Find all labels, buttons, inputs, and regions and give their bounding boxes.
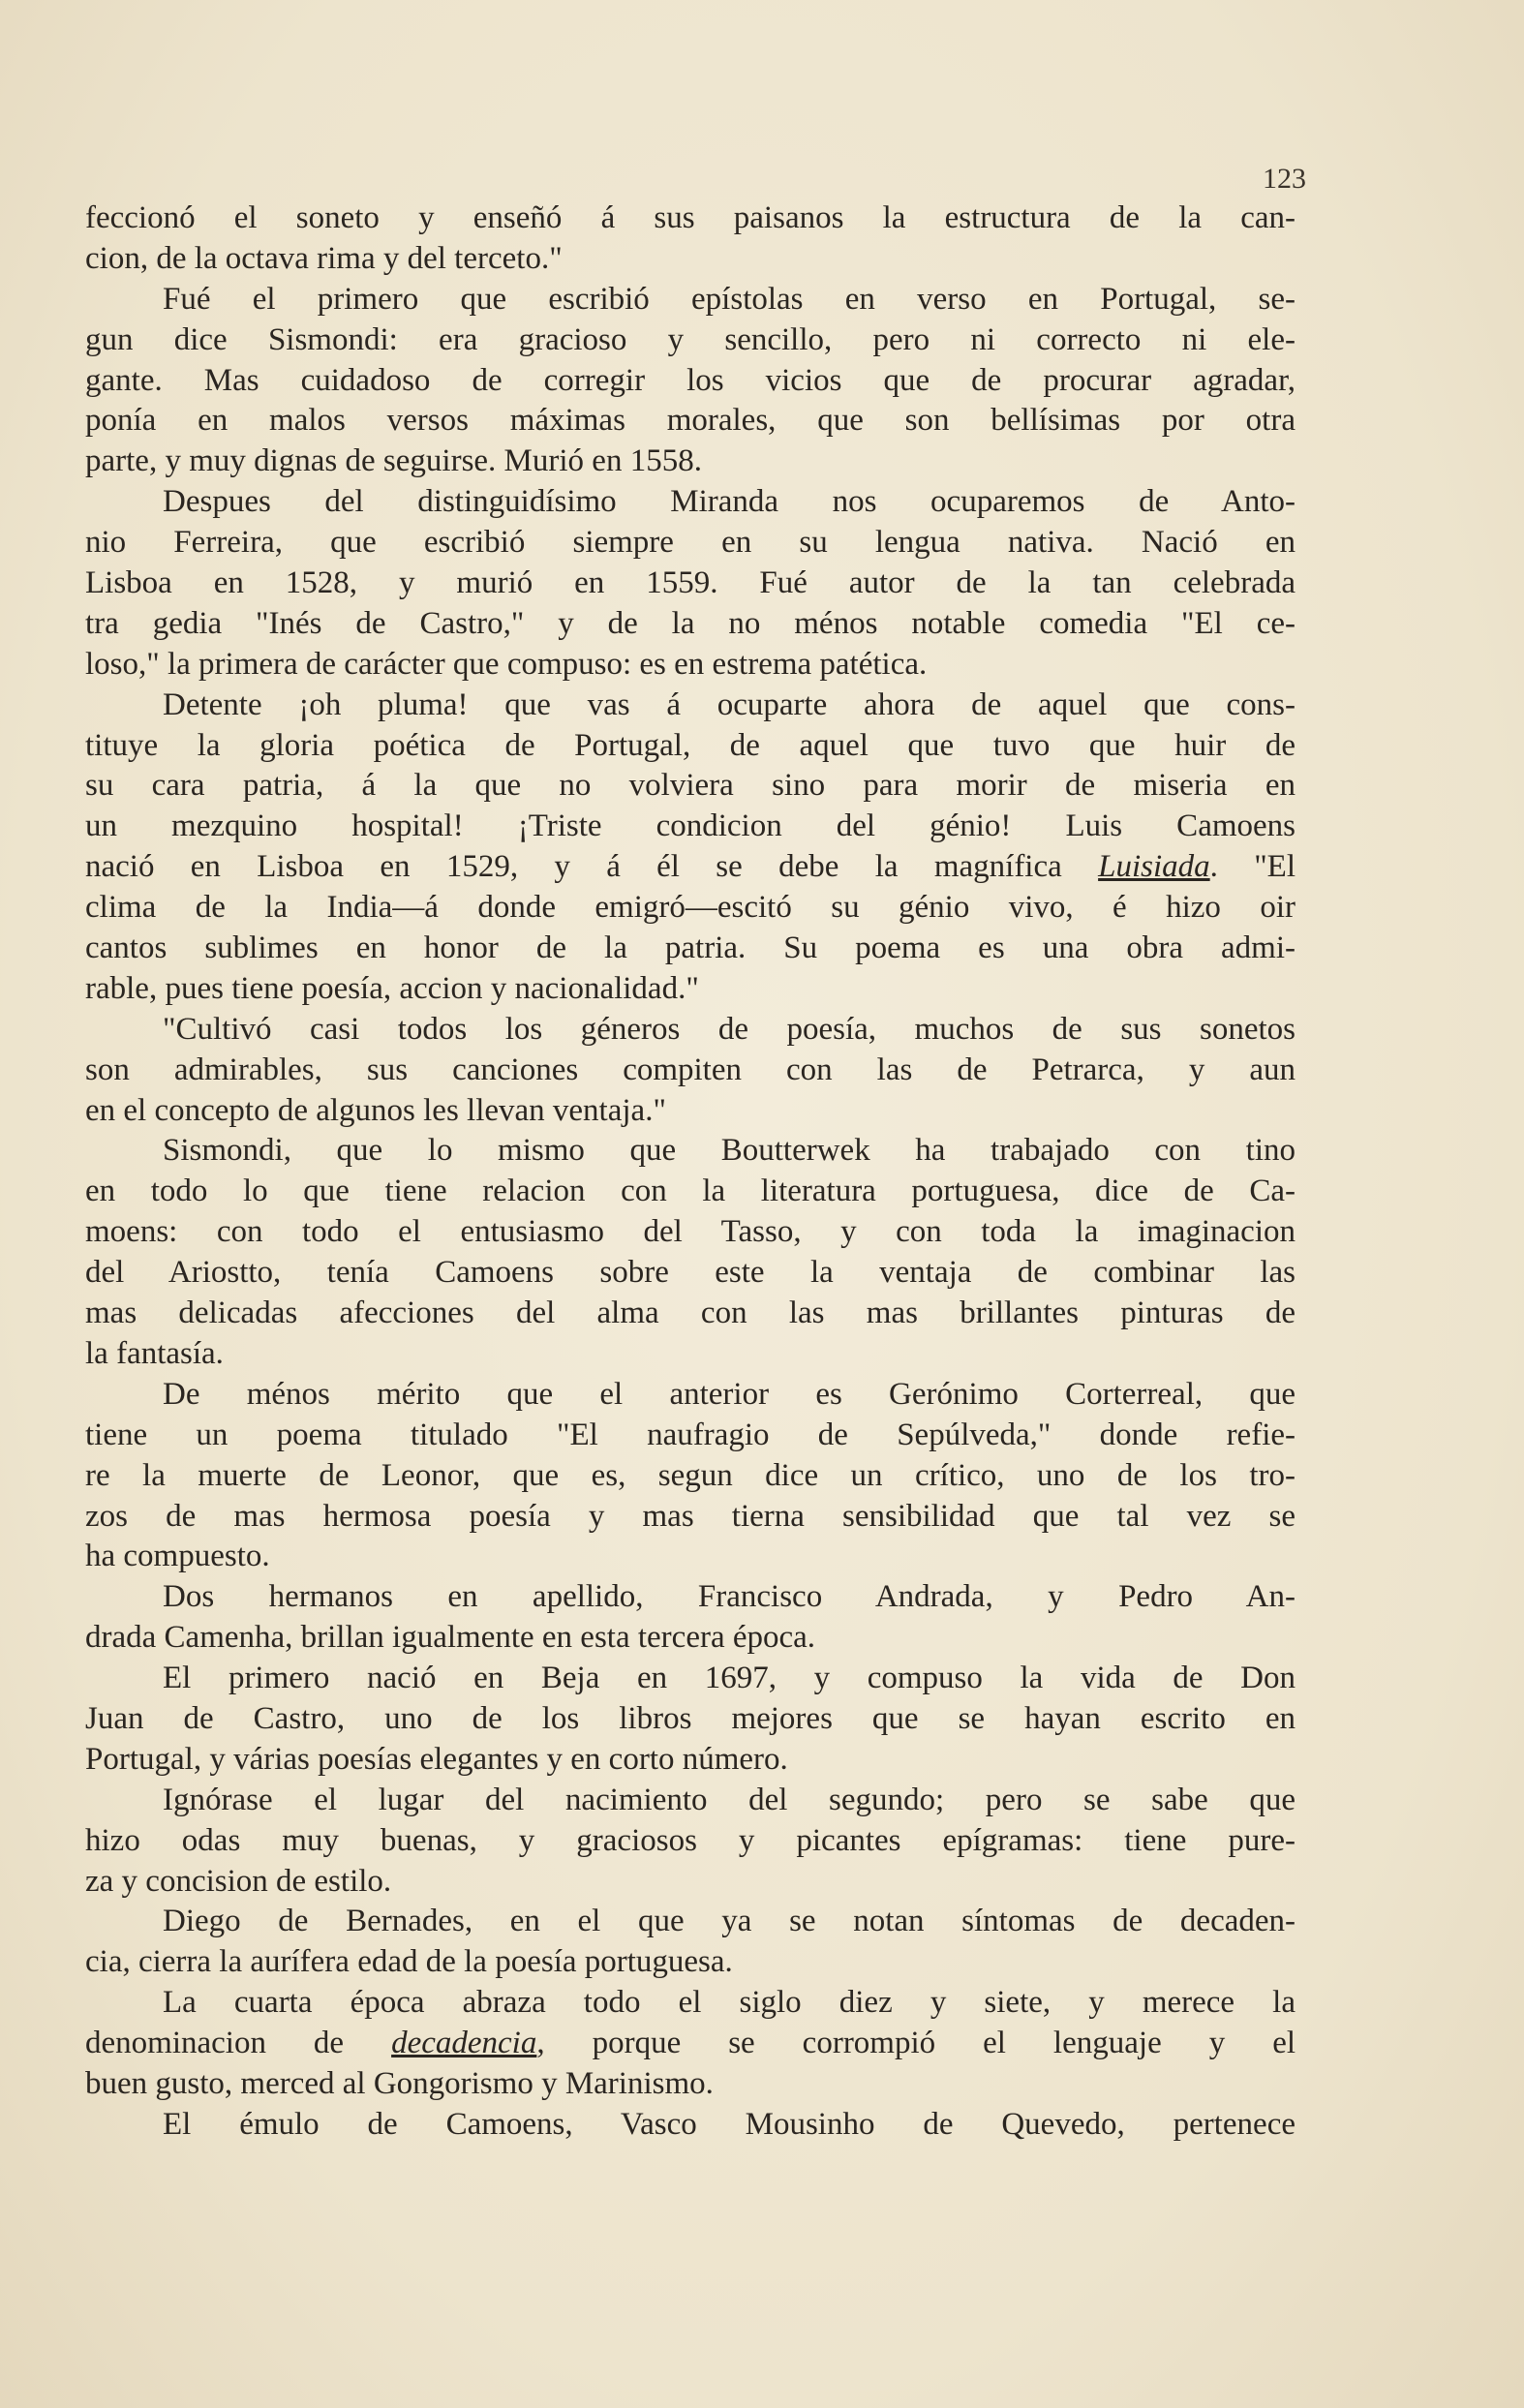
text-line: Diego de Bernades, en el que ya se notan síntomas de decaden- bbox=[163, 1904, 1295, 1939]
text-line: Detente ¡oh pluma! que vas á ocuparte ahora de aquel que cons- bbox=[163, 686, 1295, 722]
text-line: su cara patria, á la que no volviera sino para morir de miseria en bbox=[85, 768, 1295, 804]
text-line: clima de la India—á donde emigró—escitó su génio vivo, é hizo oir bbox=[85, 890, 1295, 926]
text-line: Dos hermanos en apellido, Francisco Andrada, y Pedro An- bbox=[163, 1579, 1295, 1615]
text-line: rable, pues tiene poesía, accion y nacionalidad." bbox=[85, 970, 699, 1006]
text-line: za y concision de estilo. bbox=[85, 1863, 392, 1899]
text-line: cion, de la octava rima y del terceto." bbox=[85, 240, 563, 276]
text-line: "Cultivó casi todos los géneros de poesía, muchos de sus sonetos bbox=[163, 1011, 1295, 1047]
emphasized-term: Luisiada bbox=[1098, 849, 1210, 885]
text-line: moens: con todo el entusiasmo del Tasso, y con toda la imaginacion bbox=[85, 1214, 1295, 1250]
text-line: zos de mas hermosa poesía y mas tierna sensibilidad que tal vez se bbox=[85, 1498, 1295, 1534]
text-line: Sismondi, que lo mismo que Boutterwek ha trabajado con tino bbox=[163, 1133, 1295, 1169]
page-number: 123 bbox=[1263, 163, 1306, 195]
text-line: denominacion de decadencia, porque se corrompió el lenguaje y el bbox=[85, 2026, 1296, 2061]
text-line: Despues del distinguidísimo Miranda nos ocuparemos de Anto- bbox=[163, 484, 1295, 520]
text-line: nio Ferreira, que escribió siempre en su lengua nativa. Nació en bbox=[85, 525, 1295, 561]
body-text bbox=[85, 198, 1295, 2146]
text-line: loso," la primera de carácter que compuso: es en estrema patética. bbox=[85, 646, 928, 682]
text-line: Juan de Castro, uno de los libros mejores que se hayan escrito en bbox=[85, 1700, 1295, 1736]
text-line: De ménos mérito que el anterior es Gerónimo Corterreal, que bbox=[163, 1376, 1295, 1412]
text-line: cia, cierra la aurífera edad de la poesía portuguesa. bbox=[85, 1944, 733, 1980]
text-line: hizo odas muy buenas, y graciosos y picantes epígramas: tiene pure- bbox=[85, 1822, 1295, 1858]
text-line: parte, y muy dignas de seguirse. Murió en 1558. bbox=[85, 443, 702, 479]
text-line: tituye la gloria poética de Portugal, de aquel que tuvo que huir de bbox=[85, 727, 1295, 763]
text-line: tiene un poema titulado "El naufragio de Sepúlveda," donde refie- bbox=[85, 1417, 1295, 1452]
text-line: gun dice Sismondi: era gracioso y sencillo, pero ni correcto ni ele- bbox=[85, 321, 1295, 357]
text-line: en el concepto de algunos les llevan ventaja." bbox=[85, 1092, 666, 1128]
text-line: la fantasía. bbox=[85, 1335, 224, 1371]
text-line: en todo lo que tiene relacion con la literatura portuguesa, dice de Ca- bbox=[85, 1174, 1295, 1209]
text-line: El primero nació en Beja en 1697, y compuso la vida de Don bbox=[163, 1661, 1295, 1696]
text-line: buen gusto, merced al Gongorismo y Marinismo. bbox=[85, 2065, 714, 2101]
text-line: drada Camenha, brillan igualmente en esta tercera época. bbox=[85, 1620, 816, 1656]
text-line: re la muerte de Leonor, que es, segun dice un crítico, uno de los tro- bbox=[85, 1457, 1295, 1493]
text-line: gante. Mas cuidadoso de corregir los vicios que de procurar agradar, bbox=[85, 362, 1295, 398]
text-line: nació en Lisboa en 1529, y á él se debe la magnífica Luisiada. "El bbox=[85, 849, 1296, 885]
text-line: ponía en malos versos máximas morales, que son bellísimas por otra bbox=[85, 403, 1295, 439]
text-line: del Ariostto, tenía Camoens sobre este la ventaja de combinar las bbox=[85, 1255, 1295, 1291]
text-line: La cuarta época abraza todo el siglo diez y siete, y merece la bbox=[163, 1985, 1295, 2021]
text-line: mas delicadas afecciones del alma con las mas brillantes pinturas de bbox=[85, 1295, 1295, 1331]
text-line: un mezquino hospital! ¡Triste condicion del génio! Luis Camoens bbox=[85, 808, 1295, 844]
text-line: Portugal, y várias poesías elegantes y en corto número. bbox=[85, 1741, 788, 1777]
text-line: Fué el primero que escribió epístolas en verso en Portugal, se- bbox=[163, 281, 1295, 317]
text-line: El émulo de Camoens, Vasco Mousinho de Quevedo, pertenece bbox=[163, 2106, 1295, 2142]
text-line: Lisboa en 1528, y murió en 1559. Fué autor de la tan celebrada bbox=[85, 565, 1295, 601]
text-line: tra gedia "Inés de Castro," y de la no ménos notable comedia "El ce- bbox=[85, 605, 1295, 641]
text-line: son admirables, sus canciones compiten con las de Petrarca, y aun bbox=[85, 1052, 1295, 1087]
text-line: Ignórase el lugar del nacimiento del segundo; pero se sabe que bbox=[163, 1782, 1295, 1817]
text-line: feccionó el soneto y enseñó á sus paisanos la estructura de la can- bbox=[85, 200, 1295, 235]
emphasized-term: decadencia bbox=[391, 2026, 537, 2061]
text-line: cantos sublimes en honor de la patria. Su poema es una obra admi- bbox=[85, 930, 1295, 966]
text-line: ha compuesto. bbox=[85, 1539, 270, 1574]
